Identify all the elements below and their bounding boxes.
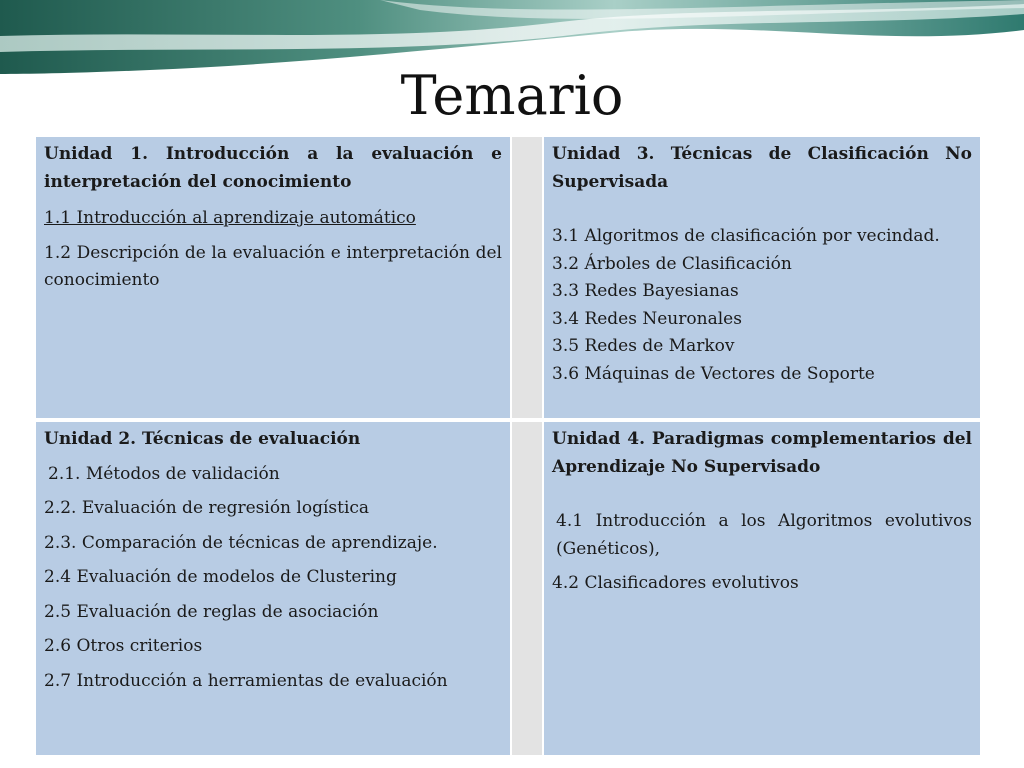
- unit-1-title: Unidad 1. Introducción a la evaluación e interpretación del conocimiento: [44, 144, 502, 192]
- unit-2-title: Unidad 2. Técnicas de evaluación: [44, 429, 361, 449]
- unit-3-item: 3.3 Redes Bayesianas: [552, 281, 739, 301]
- unit-3-item: 3.6 Máquinas de Vectores de Soporte: [552, 363, 875, 384]
- table-spacer-column: [512, 137, 542, 418]
- unit-4-cell: [544, 422, 980, 755]
- unit-2-item: 2.5 Evaluación de reglas de asociación: [44, 601, 379, 622]
- unit-2-cell: [36, 422, 510, 755]
- unit-2-item: 2.7 Introducción a herramientas de evaluación: [44, 670, 448, 691]
- unit-1-cell: [36, 137, 510, 418]
- unit-3-item: 3.5 Redes de Markov: [552, 336, 735, 356]
- unit-4-item: 4.2 Clasificadores evolutivos: [552, 573, 799, 593]
- unit-2-item: 2.6 Otros criterios: [44, 636, 203, 656]
- slide-title: Temario: [400, 64, 624, 127]
- table-spacer-column: [512, 422, 542, 755]
- unit-3-title: Unidad 3. Técnicas de Clasificación No Supervisada: [552, 144, 972, 192]
- unit-3-item: 3.1 Algoritmos de clasificación por vecindad.: [552, 226, 940, 246]
- unit-2-item: 2.3. Comparación de técnicas de aprendizaje.: [44, 532, 438, 553]
- unit-2-item: 2.4 Evaluación de modelos de Clustering: [44, 567, 397, 587]
- unit-1-item: 1.2 Descripción de la evaluación e interpretación del conocimiento: [44, 242, 502, 290]
- unit-1-item: 1.1 Introducción al aprendizaje automático: [44, 208, 416, 228]
- unit-3-cell: [544, 137, 980, 418]
- syllabus-table: [36, 137, 980, 755]
- unit-4-item: 4.1 Introducción a los Algoritmos evolutivos (Genéticos),: [556, 511, 972, 559]
- unit-2-item: 2.2. Evaluación de regresión logística: [44, 498, 370, 518]
- unit-3-item: 3.4 Redes Neuronales: [552, 308, 742, 329]
- unit-3-item: 3.2 Árboles de Clasificación: [552, 253, 792, 274]
- unit-4-title: Unidad 4. Paradigmas complementarios del Aprendizaje No Supervisado: [552, 429, 972, 477]
- unit-2-item: 2.1. Métodos de validación: [48, 463, 280, 484]
